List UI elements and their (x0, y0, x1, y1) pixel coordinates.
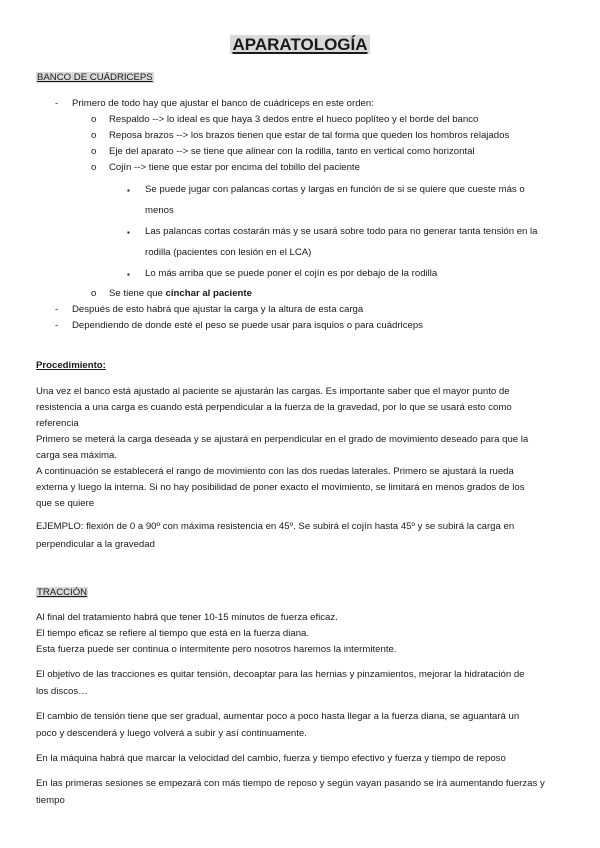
circle-bullet: o (91, 288, 97, 299)
circle-bullet: o (91, 162, 97, 173)
paragraph-line: resistencia a una carga es cuando está perpendicular a la fuerza de la gravedad, por lo que se usará esto como (36, 402, 512, 413)
page-title: APARATOLOGÍA (232, 35, 368, 54)
procedure-heading: Procedimiento: (36, 360, 106, 371)
list-item: Reposa brazos --> los brazos tienen que estar de tal forma que queden los hombros relajados (109, 130, 510, 141)
list-item: Cojín --> tiene que estar por encima del tobillo del paciente (109, 162, 360, 173)
circle-bullet: o (91, 130, 97, 141)
paragraph-line: que se quiere (36, 498, 95, 509)
paragraph-line: En la máquina habrá que marcar la velocidad del cambio, fuerza y tiempo efectivo y fuerza y tiempo de reposo (36, 753, 506, 764)
list-item: Primero de todo hay que ajustar el banco de cuádriceps en este orden: (72, 98, 374, 109)
paragraph-line: El tiempo eficaz se refiere al tiempo que está en la fuerza diana. (36, 628, 310, 639)
list-item: Después de esto habrá que ajustar la carga y la altura de esta carga (72, 304, 364, 315)
paragraph-line: poco y descenderá y luego volverá a subir y así continuamente. (36, 728, 307, 739)
dash-bullet: - (55, 320, 59, 331)
square-bullet: ▪ (127, 186, 130, 195)
paragraph-line: Al final del tratamiento habrá que tener 10-15 minutos de fuerza eficaz. (36, 612, 338, 623)
paragraph-line: externa y luego la interna. Si no hay posibilidad de poner exacto el movimiento, se limitará en menos grados de los (36, 482, 525, 493)
paragraph-line: A continuación se establecerá el rango de movimiento con las dos ruedas laterales. Primero se ajustará la rueda (36, 466, 514, 477)
dash-bullet: - (55, 304, 59, 315)
square-bullet: ▪ (127, 270, 130, 279)
paragraph-line: los discos… (36, 686, 88, 697)
list-item-continuation: menos (145, 205, 174, 216)
section-heading-traccion: TRACCIÓN (37, 587, 88, 598)
paragraph-line: tiempo (36, 795, 65, 806)
paragraph-line: referencia (36, 418, 79, 429)
dash-bullet: - (55, 98, 59, 109)
paragraph-line: En las primeras sesiones se empezará con más tiempo de reposo y según vayan pasando se irá aumentando fuerzas y (36, 778, 545, 789)
paragraph-line: El objetivo de las tracciones es quitar tensión, decoaptar para las hernias y pinzamientos, mejorar la hidratación de (36, 669, 525, 680)
paragraph-line: Esta fuerza puede ser continua o intermitente pero nosotros haremos la intermitente. (36, 644, 397, 655)
section-heading-banco: BANCO DE CUÁDRICEPS (37, 72, 153, 83)
list-item: Lo más arriba que se puede poner el cojín es por debajo de la rodilla (145, 268, 438, 279)
paragraph-line: perpendicular a la gravedad (36, 539, 155, 550)
paragraph-line: Una vez el banco está ajustado al paciente se ajustarán las cargas. Es importante saber que el mayor punto de (36, 386, 510, 397)
circle-bullet: o (91, 114, 97, 125)
list-item: Eje del aparato --> se tiene que alinear con la rodilla, tanto en vertical como horizontal (109, 146, 475, 157)
list-item: Dependiendo de donde esté el peso se puede usar para isquios o para cuádriceps (72, 320, 423, 331)
paragraph-line: EJEMPLO: flexión de 0 a 90º con máxima resistencia en 45º. Se subirá el cojín hasta 45º y se subirá la carga en (36, 521, 515, 532)
list-item: Las palancas cortas costarán más y se usará sobre todo para no generar tanta tensión en la (145, 226, 538, 237)
paragraph-line: carga sea máxima. (36, 450, 118, 461)
paragraph-line: Primero se meterá la carga deseada y se ajustará en perpendicular en el grado de movimiento deseado para que la (36, 434, 529, 445)
square-bullet: ▪ (127, 228, 130, 237)
list-item: Se puede jugar con palancas cortas y largas en función de si se quiere que cueste más o (145, 184, 525, 195)
circle-bullet: o (91, 146, 97, 157)
list-item: Respaldo --> lo ideal es que haya 3 dedos entre el hueco poplíteo y el borde del banco (109, 114, 479, 125)
paragraph-line: El cambio de tensión tiene que ser gradual, aumentar poco a poco hasta llegar a la fuerza diana, se aguantará un (36, 711, 520, 722)
list-item: Se tiene que cinchar al paciente (109, 288, 252, 299)
list-item-continuation: rodilla (pacientes con lesión en el LCA) (145, 247, 312, 258)
